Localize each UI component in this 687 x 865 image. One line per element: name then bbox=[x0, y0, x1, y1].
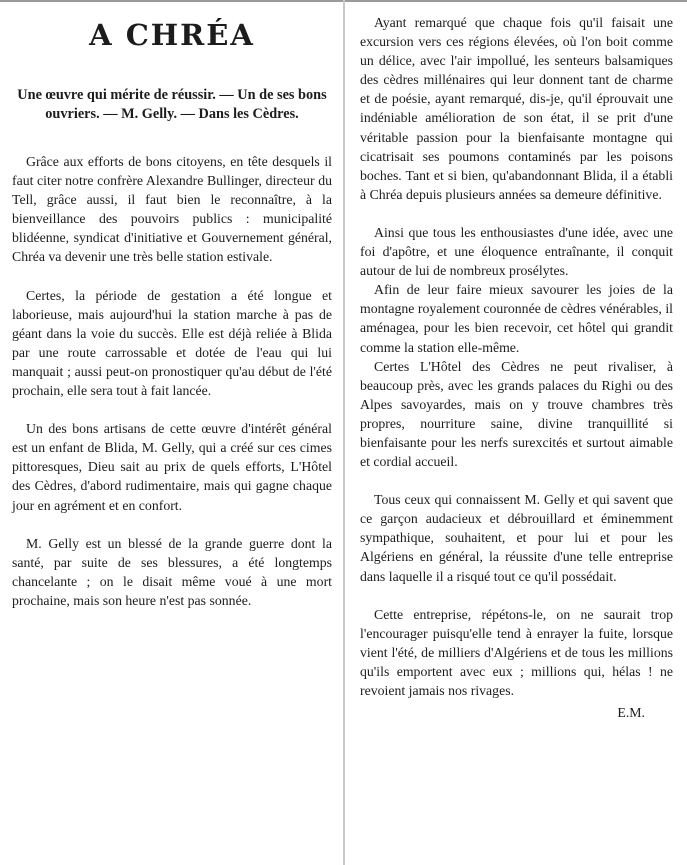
column-divider bbox=[343, 0, 345, 865]
paragraph-2: Certes, la période de gestation a été longue et laborieuse, mais aujourd'hui la station marche à pas de géant dans la voie du succès. Elle est déjà reliée à Blida par une route carrossable et dotée de l'eau qui lui manquait ; aussi peut-on pronostiquer qu'au début de l'été prochain, elle sera tout à fait lancée. bbox=[12, 287, 332, 399]
paragraph-6: Ainsi que tous les enthousiastes d'une idée, avec une foi d'apôtre, et une éloquence entraînante, il conquit autour de lui de nombreux prosélytes. bbox=[360, 224, 673, 279]
paragraph-4: M. Gelly est un blessé de la grande guerre dont la santé, par suite de ses blessures, a été longtemps chancelante ; on le disait même voué à une mort prochaine, mais son heure n'est pas sonnée. bbox=[12, 535, 332, 608]
paragraph-7: Afin de leur faire mieux savourer les joies de la montagne royalement couronnée de cèdres vénérables, il aménagea, pour les bien recevoir, cet hôtel qui grandit comme la station elle-même. bbox=[360, 282, 673, 355]
article-subtitle: Une œuvre qui mérite de réussir. — Un de ses bons ouvriers. — M. Gelly. — Dans les Cèdres. bbox=[17, 87, 327, 122]
right-column bbox=[360, 0, 673, 721]
paragraph-3: Un des bons artisans de cette œuvre d'intérêt général est un enfant de Blida, M. Gelly, qui a créé sur ces cimes pittoresques, Dieu sait au prix de quels efforts, L'Hôtel des Cèdres, d'abord rudimentaire, mais qui gagne chaque jour en agrément et en confort. bbox=[12, 421, 332, 513]
paragraph-10: Cette entreprise, répétons-le, on ne saurait trop l'encourager puisqu'elle tend à enrayer la fuite, lorsque vient l'été, de milliers d'Algériens et de tous les millions qu'ils emportent avec eux ; millions qui, hélas ! ne revoient jamais nos rivages. bbox=[360, 606, 673, 698]
paragraph-8: Certes L'Hôtel des Cèdres ne peut rivaliser, à beaucoup près, avec les grands palaces du Righi ou des Alpes savoyardes, mais on y trouve chambres très propres, nourriture saine, divine tranquillité si bienfaisante pour les nerfs surexcités et surtout aimable et cordial accueil. bbox=[360, 358, 673, 470]
article-title: A CHRÉA bbox=[89, 18, 255, 52]
paragraph-5: Ayant remarqué que chaque fois qu'il faisait une excursion vers ces régions élevées, où l'on boit comme un délice, avec l'air impollué, les senteurs balsamiques des cèdres millénaires qui leur donnent tant de charme et de poésie, ayant remarqué, dis-je, qu'il éprouvait une indéniable amélioration de son état, il se prit d'une véritable passion pour la bienfaisante montagne qui cicatrisait ses poumons contaminés par les poisons boches. Tant et si bien, qu'abandonnant Blida, il a établi à Chréa depuis plusieurs années sa demeure définitive. bbox=[360, 15, 673, 202]
paragraph-9: Tous ceux qui connaissent M. Gelly et qui savent que ce garçon audacieux et débrouillard et éminemment sympathique, souhaitent, et pour lui et pour les Algériens en général, la réussite d'une telle entreprise dans laquelle il a risqué tout ce qu'il possédait. bbox=[360, 492, 673, 584]
signature: E.M. bbox=[617, 705, 645, 721]
left-column bbox=[12, 0, 332, 610]
paragraph-1: Grâce aux efforts de bons citoyens, en tête desquels il faut citer notre confrère Alexandre Bullinger, directeur du Tell, grâce aussi, il faut bien le reconnaître, à la bienveillance des pouvoirs publics : municipalité blidéenne, syndicat d'initiative et Gouvernement général, Chréa va devenir une très belle station estivale. bbox=[12, 154, 332, 265]
